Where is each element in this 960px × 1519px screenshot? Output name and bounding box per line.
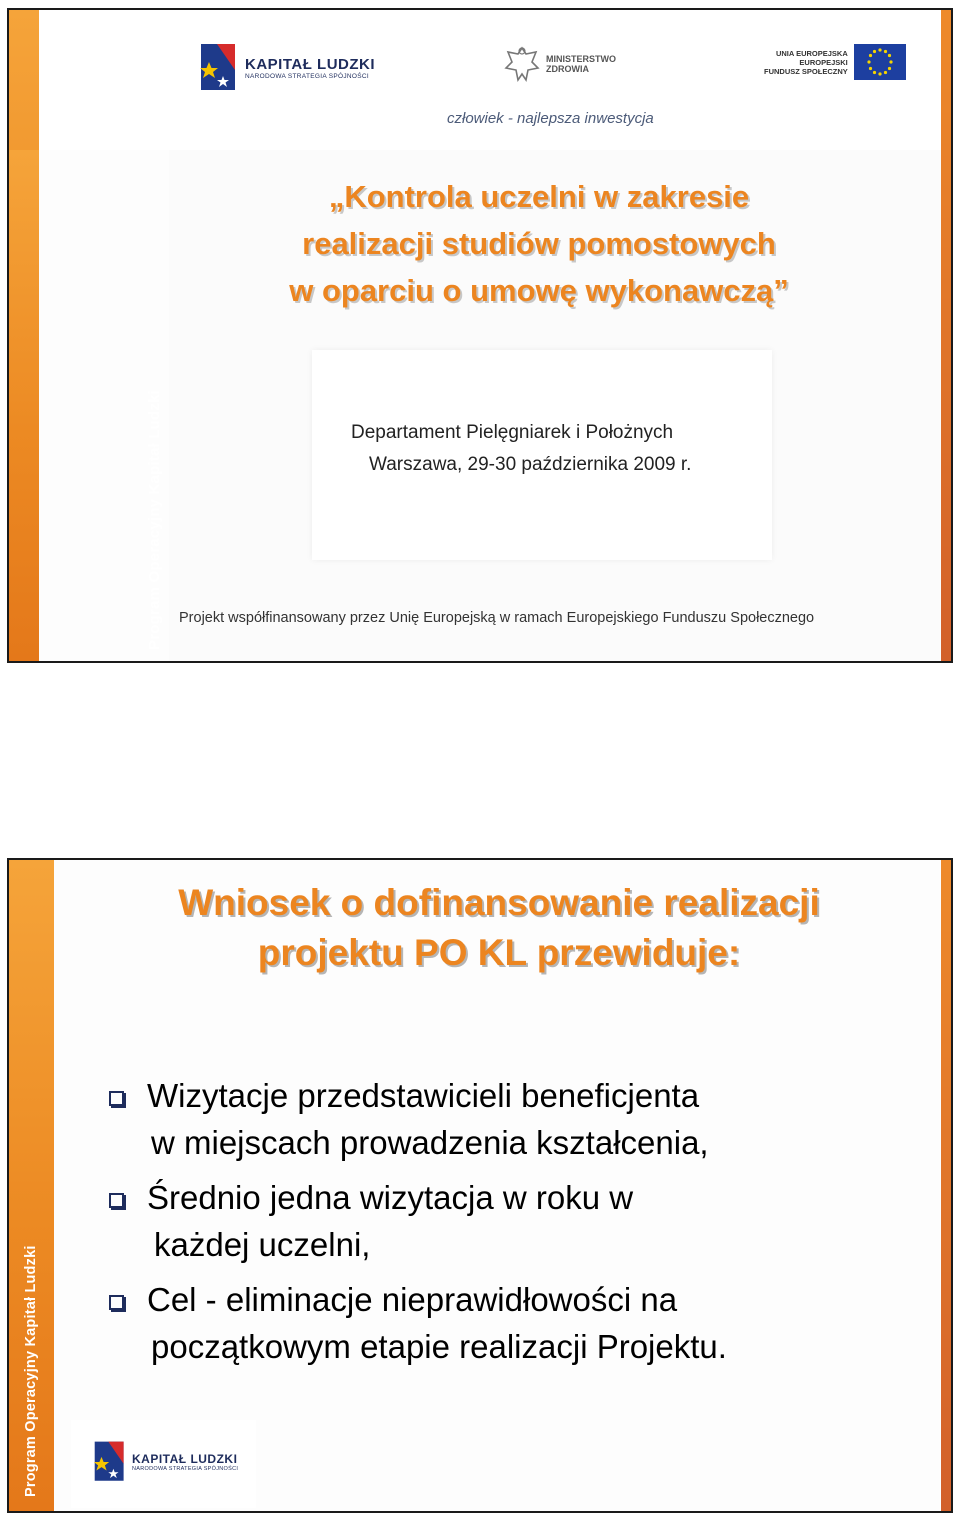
square-bullet-icon	[109, 1091, 124, 1106]
eu-line1: UNIA EUROPEJSKA	[775, 49, 848, 58]
bullet-line: Wizytacje przedstawicieli beneficjenta	[147, 1077, 700, 1114]
bullet-list	[107, 1072, 727, 1370]
slide-title-text	[189, 173, 889, 314]
ministry-line2: ZDROWIA	[546, 64, 589, 74]
bullet-line: w miejscach prowadzenia kształcenia,	[151, 1124, 709, 1161]
heading-line-1: Wniosek o dofinansowanie realizacji	[178, 882, 820, 923]
square-bullet-icon	[109, 1193, 124, 1208]
kapital-ludzki-title: KAPITAŁ LUDZKI	[132, 1452, 238, 1466]
department-name: Departament Pielęgniarek i Położnych	[351, 422, 674, 443]
event-date: Warszawa, 29-30 października 2009 r.	[369, 454, 692, 475]
slide-title	[7, 8, 953, 663]
footer-logo-box	[71, 1420, 256, 1508]
eu-line3: FUNDUSZ SPOŁECZNY	[764, 67, 848, 76]
bullet-line: Cel - eliminacje nieprawidłowości na	[147, 1281, 678, 1318]
bullet-item	[107, 1276, 727, 1370]
ministry-of-health-logo	[504, 44, 616, 84]
cofinance-note: Projekt współfinansowany przez Unię Europejską w ramach Europejskiego Funduszu Społecznego	[179, 610, 815, 626]
white-eagle-icon	[504, 44, 540, 84]
bullet-line: początkowym etapie realizacji Projektu.	[151, 1328, 727, 1365]
title-line-2: realizacji studiów pomostowych	[302, 226, 776, 261]
slide-content	[7, 858, 953, 1513]
program-side-label: Program Operacyjny Kapitał Ludzki	[146, 389, 163, 650]
right-accent-bar	[941, 10, 951, 661]
bullet-line: Średnio jedna wizytacja w roku w	[147, 1179, 634, 1216]
square-bullet-icon	[109, 1295, 124, 1310]
kapital-ludzki-emblem-icon	[199, 40, 239, 96]
kapital-ludzki-title: KAPITAŁ LUDZKI	[245, 56, 376, 73]
bullet-item	[107, 1174, 727, 1268]
bullet-item	[107, 1072, 727, 1166]
program-side-label: Program Operacyjny Kapitał Ludzki	[23, 1245, 39, 1497]
heading-line-2: projektu PO KL przewiduje:	[257, 932, 741, 973]
tagline: człowiek - najlepsza inwestycja	[447, 110, 654, 127]
eu-logo	[764, 44, 906, 80]
slide-heading	[54, 878, 944, 978]
eu-line2: EUROPEJSKI	[799, 58, 848, 67]
kapital-ludzki-emblem-icon	[93, 1438, 127, 1486]
eu-flag-icon	[854, 44, 906, 80]
slide-header	[39, 10, 941, 150]
ministry-line1: MINISTERSTWO	[546, 54, 616, 64]
kapital-ludzki-logo	[199, 40, 375, 96]
title-line-3: w oparciu o umowę wykonawczą”	[289, 273, 789, 308]
kapital-ludzki-logo	[93, 1438, 238, 1486]
orange-side-panel	[9, 150, 39, 661]
kapital-ludzki-subtitle: NARODOWA STRATEGIA SPÓJNOŚCI	[245, 73, 369, 80]
bullet-line: każdej uczelni,	[154, 1226, 371, 1263]
title-line-1: „Kontrola uczelni w zakresie	[328, 179, 750, 214]
kapital-ludzki-subtitle: NARODOWA STRATEGIA SPÓJNOŚCI	[132, 1466, 239, 1472]
